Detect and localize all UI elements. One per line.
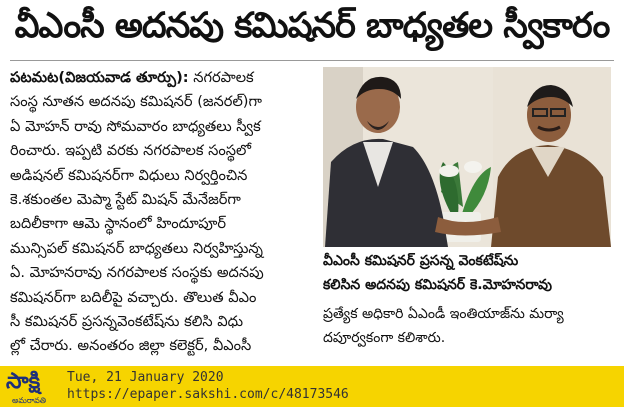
article-line-1 bbox=[10, 66, 316, 90]
article-line-5: అడిషనల్ కమిషనర్‌గా విధులు నిర్వర్తించిన bbox=[10, 166, 248, 184]
article-line-3: ఏ మోహన్ రావు సోమవారం బాధ్యతలు స్వీక bbox=[10, 117, 261, 135]
article-line-12: ల్లో చేరారు. అనంతరం జిల్లా కలెక్టర్, వీఎంసీ bbox=[10, 337, 252, 355]
article-continuation bbox=[323, 302, 611, 351]
continuation-line-2: దపూర్వకంగా కలిశారు. bbox=[323, 330, 446, 347]
article-body bbox=[10, 66, 316, 359]
caption-line-1: వీఎంసీ కమిషనర్ ప్రసన్న వెంకటేష్‌ను bbox=[323, 253, 519, 269]
epaper-footer bbox=[0, 366, 624, 407]
photo-caption bbox=[323, 249, 611, 297]
headline-divider bbox=[10, 60, 614, 61]
news-photo bbox=[323, 67, 611, 247]
sakshi-logo bbox=[4, 369, 58, 404]
article-line-7: బదిలీకాగా ఆమె స్థానంలో హిందూపూర్ bbox=[10, 215, 226, 233]
article-line-4: రించారు. ఇప్పటి వరకు నగరపాలక సంస్థలో bbox=[10, 142, 252, 160]
article-line-8: మున్సిపల్ కమిషనర్ బాధ్యతలు నిర్వహిస్తున్న bbox=[10, 239, 263, 257]
dateline: పటమట(విజయవాడ తూర్పు): bbox=[10, 69, 189, 86]
logo-text: సాక్షి bbox=[6, 369, 41, 394]
epaper-url[interactable]: https://epaper.sakshi.com/c/48173546 bbox=[67, 387, 349, 402]
article-line-6: కె.శకుంతల మెప్మా స్టేట్ మిషన్ మేనేజర్‌గా bbox=[10, 190, 241, 208]
headline: వీఎంసీ అదనపు కమిషనర్ బాధ్యతల స్వీకారం bbox=[14, 6, 610, 46]
article-line-11: సీ కమిషనర్ ప్రసన్నవెంకటేష్‌ను కలిసి విధు bbox=[10, 312, 244, 330]
article-line-text: నగరపాలక bbox=[193, 69, 254, 86]
continuation-line-1: ప్రత్యేక అధికారి ఏఎండీ ఇంతియాజ్‌ను మర్యా bbox=[323, 306, 564, 322]
publication-date: Tue, 21 January 2020 bbox=[67, 370, 224, 385]
article-line-10: కమిషనర్‌గా బదిలీపై వచ్చారు. తొలుత వీఎం bbox=[10, 288, 257, 306]
article-line-2: సంస్థ నూతన అదనపు కమిషనర్ (జనరల్)గా bbox=[10, 93, 262, 111]
article-line-9: ఏ. మోహనరావు నగరపాలక సంస్థకు అదనపు bbox=[10, 264, 264, 282]
photo-illustration bbox=[323, 67, 611, 247]
logo-subtext: అమరావతి bbox=[12, 396, 47, 405]
caption-line-2: కలిసిన అదనపు కమిషనర్ కె.మోహనరావు bbox=[323, 277, 552, 293]
